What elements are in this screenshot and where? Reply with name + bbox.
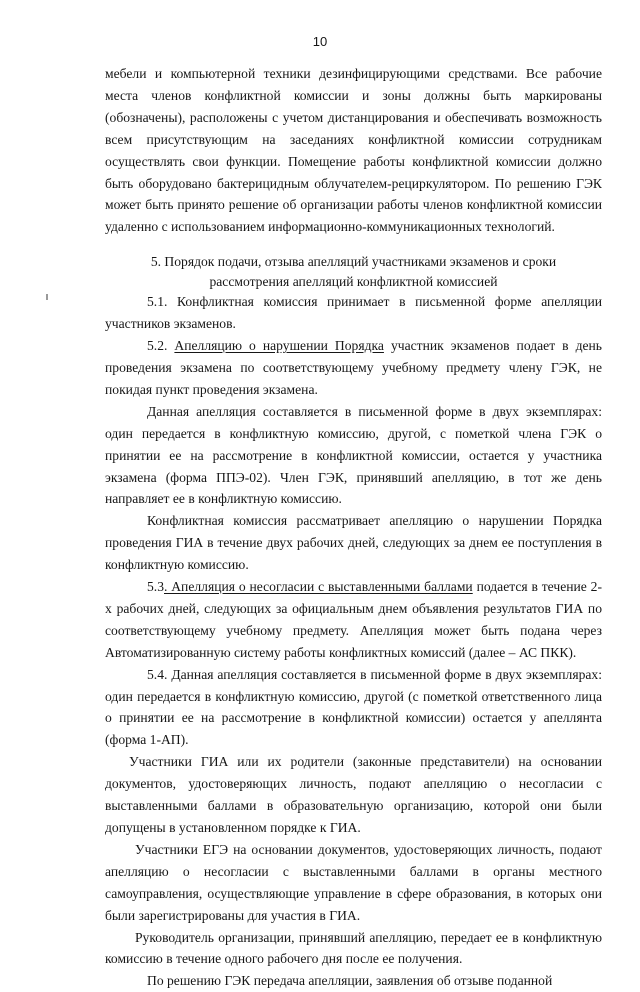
paragraph-continuation: мебели и компьютерной техники дезинфицирующими средствами. Все рабочие места членов конфликтной комиссии и зоны должны быть маркированы (обозначены), расположены с учетом дистанцирования и обеспечивать возможность всем присутствующим на заседаниях конфликтной комиссии сотрудникам осуществлять свои функции. Помещение работы конфликтной комиссии должно быть оборудовано бактерицидным облучателем-рециркулятором. По решению ГЭК может быть принято решение об организации работы членов конфликтной комиссии удаленно с использованием информационно-коммуникационных технологий. <box>105 66 602 235</box>
paragraph-review-term: Конфликтная комиссия рассматривает апелляцию о нарушении Порядка проведения ГИА в течение двух рабочих дней, следующих за днем ее поступления в конфликтную комиссию. <box>105 513 602 573</box>
page-number: 10 <box>312 34 328 49</box>
paragraph-5-4: 5.4. Данная апелляция составляется в письменной форме в двух экземплярах: один передается в конфликтную комиссию, другой (с пометкой ответственного лица о принятии ее на рассмотрение в конфликтной комиссии) остается у апеллянта (форма 1-АП). <box>105 666 602 748</box>
paragraph-head-of-organization: Руководитель организации, принявший апелляцию, передает ее в конфликтную комиссию в течение одного рабочего дня после ее получения. <box>105 929 602 967</box>
margin-mark <box>46 294 48 300</box>
paragraph-participants-ege: Участники ЕГЭ на основании документов, удостоверяющих личность, подают апелляцию о несогласии с выставленными баллами в органы местного самоуправления, осуществляющие управление в сфере образования, в которых они были зарегистрированы для участия в ГИА. <box>105 841 602 923</box>
paragraph-participants-gia: Участники ГИА или их родители (законные представители) на основании документов, удостоверяющих личность, подают апелляцию о несогласии с выставленными баллами в образовательную организацию, которой они были допущены в установленном порядке к ГИА. <box>105 754 602 835</box>
document-body <box>105 63 602 992</box>
paragraph-text: подается в течение 2-х рабочих дней, следующих за официальным днем объявления результатов ГИА по соответствующему учебному предмету. Апелляция может быть подана через Автоматизированную систему работы конфликтных комиссий (далее – АС ПКК). <box>105 579 602 660</box>
paragraph-5-2 <box>105 335 602 401</box>
paragraph-appeal-form: Данная апелляция составляется в письменной форме в двух экземплярах: один передается в конфликтную комиссию, другой, с пометкой члена ГЭК о принятии ее на рассмотрение в конфликтной комиссии, остается у участника экзамена (форма ППЭ-02). Член ГЭК, принявший апелляцию, в тот же день направляет ее в конфликтную комиссию. <box>105 403 602 507</box>
underlined-phrase: Апелляцию о нарушении Порядка <box>174 338 384 354</box>
paragraph-text: участник экзаменов подает в день проведения экзамена по соответствующему учебному предмету члену ГЭК, не покидая пункт проведения экзамена. <box>105 338 602 397</box>
section-heading: 5. Порядок подачи, отзыва апелляций участниками экзаменов и сроки рассмотрения апелляций конфликтной комиссией <box>150 254 557 289</box>
paragraph-5-1: 5.1. Конфликтная комиссия принимает в письменной форме апелляции участников экзаменов. <box>105 294 602 332</box>
paragraph-5-3 <box>105 576 602 664</box>
clause-number: 5.2. <box>147 338 175 354</box>
clause-number: 5.3 <box>147 579 164 595</box>
underlined-phrase: . Апелляция о несогласии с выставленными баллами <box>164 579 473 595</box>
paragraph-gek-decision: По решению ГЭК передача апелляции, заявления об отзыве поданной <box>147 973 553 989</box>
